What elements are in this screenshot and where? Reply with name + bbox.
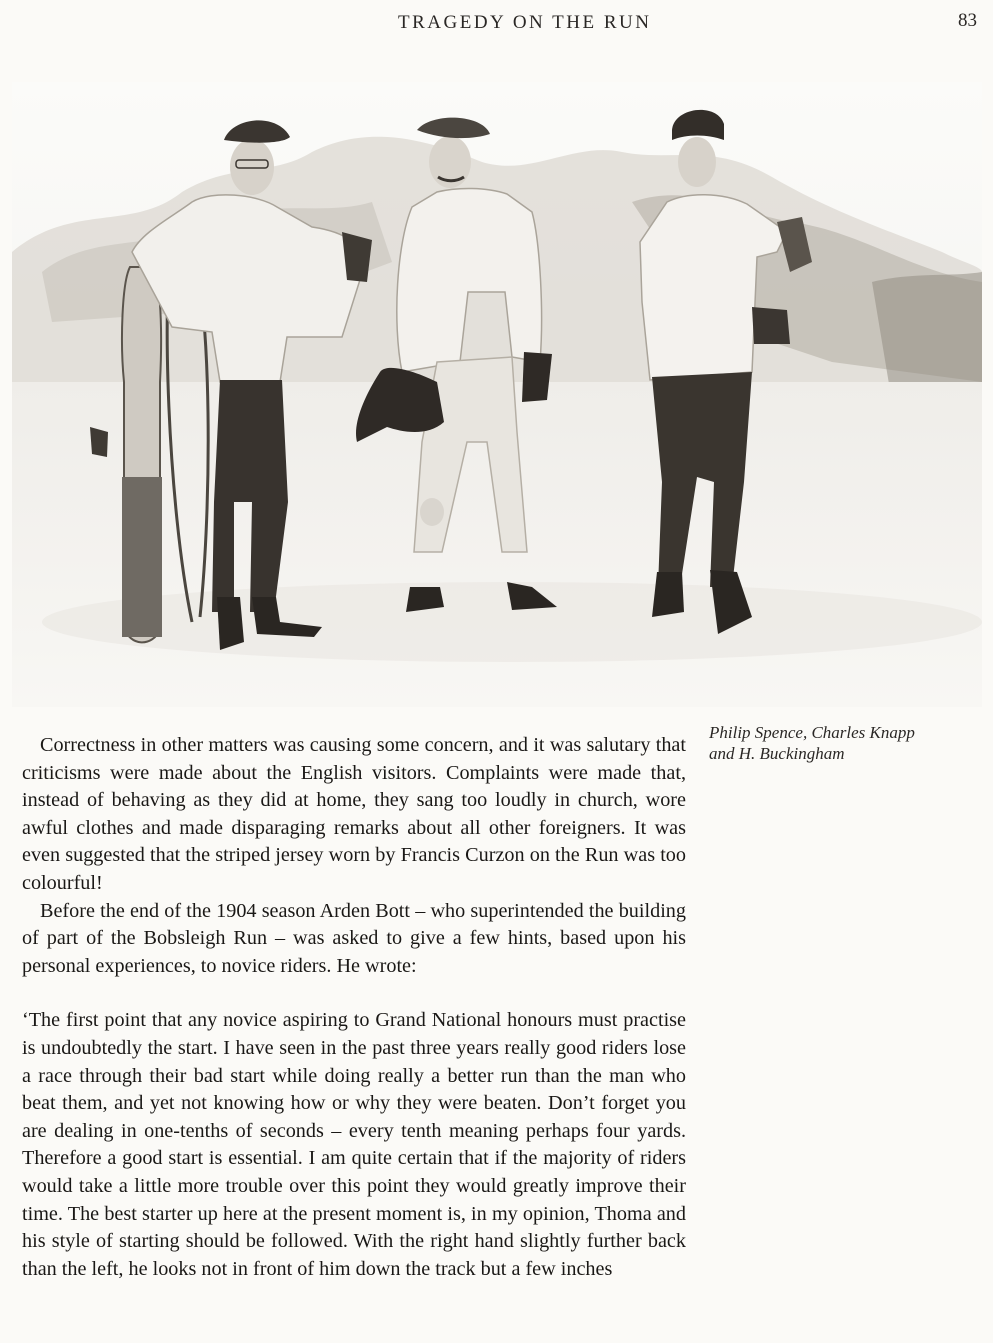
page-number: 83 — [958, 10, 977, 31]
caption-line-1: Philip Spence, Charles Knapp — [709, 723, 915, 742]
paragraph-2: Before the end of the 1904 season Arden Bott – who superintended the building of part of the Bobsleigh Run – was asked to give a few hints, based upon his personal experiences, to novice riders. He wrote: — [22, 899, 686, 977]
figure-caption — [709, 722, 979, 764]
running-head: TRAGEDY ON THE RUN — [398, 12, 652, 33]
body-text — [22, 732, 686, 1283]
photograph — [12, 82, 982, 707]
quoted-paragraph: ‘The first point that any novice aspiring to Grand National honours must practise is undoubtedly the start. I have seen in the past three years really good riders lose a race through their bad start while doing really a better run than the man who beat them, and yet not knowing how or why they were beaten. Don’t forget you are dealing in one-tenths of seconds – every tenth meaning perhaps four yards. Therefore a good start is essential. I am quite certain that if the majority of riders would take a little more trouble over this point they would greatly improve their time. The best starter up here at the present moment is, in my opinion, Thoma and his style of starting should be followed. With the right hand slightly further back than the left, he looks not in front of him down the track but a few inches — [22, 1009, 686, 1280]
caption-line-2: and H. Buckingham — [709, 744, 845, 763]
paragraph-1: Correctness in other matters was causing some concern, and it was salutary that criticisms were made about the English visitors. Complaints were made that, instead of behaving as they did at home, they sang too loudly in church, wore awful clothes and made disparaging remarks about all other foreigners. It was even suggested that the striped jersey worn by Francis Curzon on the Run was too colourful! — [22, 734, 686, 894]
